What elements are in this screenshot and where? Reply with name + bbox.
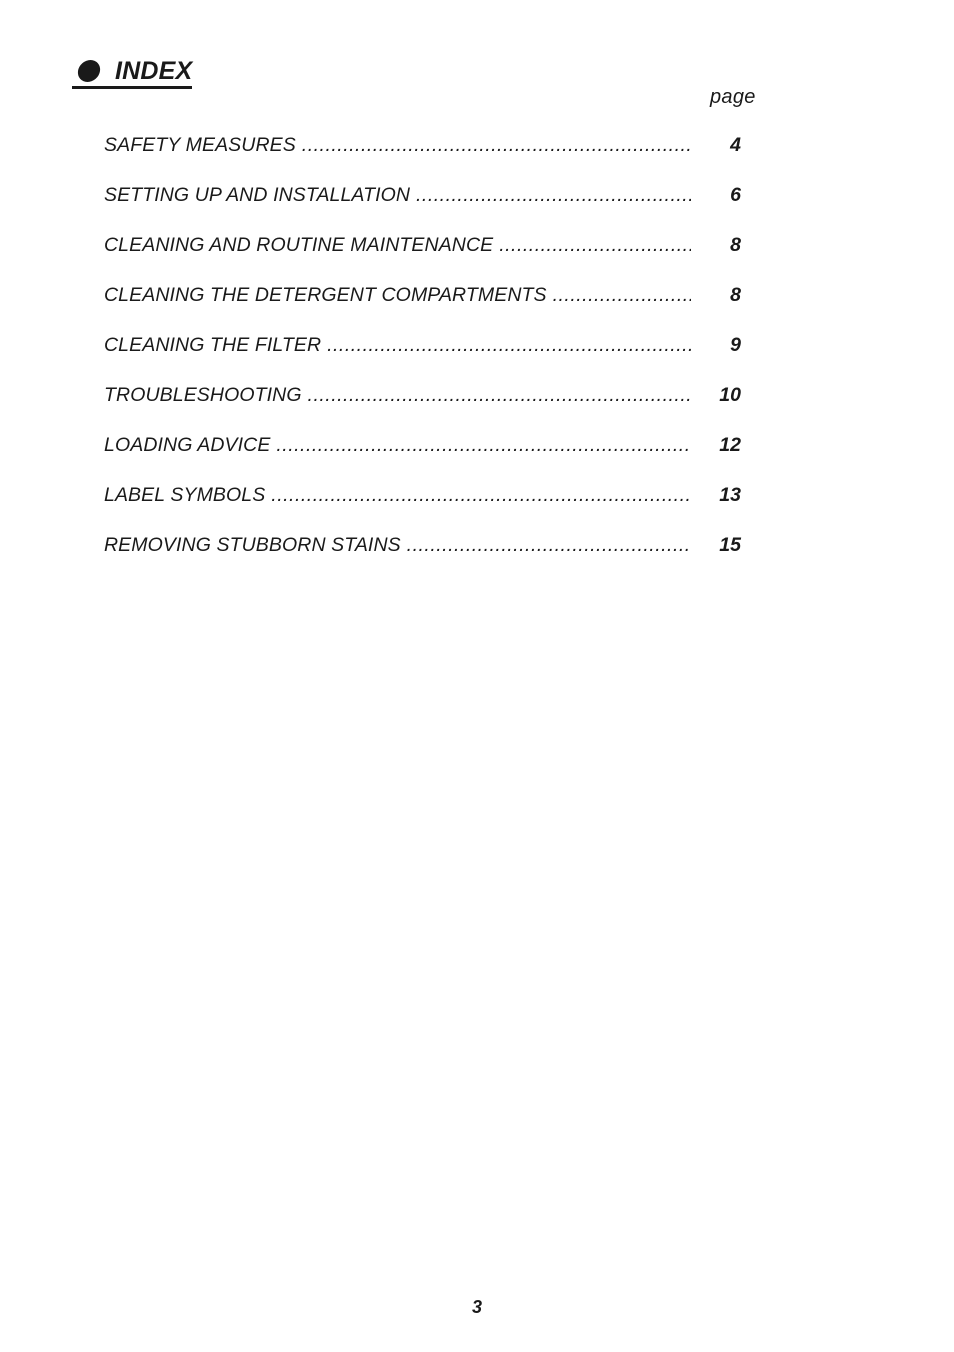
toc-entry-title: LABEL SYMBOLS ..... — [104, 484, 691, 507]
toc-entry-troubleshooting — [104, 384, 744, 434]
index-heading — [72, 56, 192, 89]
toc-entry-title: SETTING UP AND INSTALLATION ..... — [104, 184, 691, 207]
toc-entry-safety-measures — [104, 134, 744, 184]
toc-entry-title: LOADING ADVICE ..... — [104, 434, 691, 457]
toc-entry-stubborn-stains — [104, 534, 744, 584]
toc-entry-setting-up — [104, 184, 744, 234]
toc-entry-title: TROUBLESHOOTING ..... — [104, 384, 691, 407]
toc-entry-title: CLEANING THE FILTER ..... — [104, 334, 691, 357]
toc-entry-loading-advice — [104, 434, 744, 484]
toc-entry-cleaning-maintenance — [104, 234, 744, 284]
index-title: INDEX — [115, 57, 193, 85]
toc-entry-page: 15 — [719, 534, 741, 556]
toc-entry-title: SAFETY MEASURES ..... — [104, 134, 691, 157]
toc-entry-title: CLEANING AND ROUTINE MAINTENANCE ..... — [104, 234, 691, 257]
toc-entry-detergent-compartments — [104, 284, 744, 334]
page-number: 3 — [471, 1297, 482, 1317]
toc-entry-label-symbols — [104, 484, 744, 534]
toc-entry-page: 8 — [730, 234, 741, 256]
toc-entry-page: 4 — [730, 134, 741, 156]
toc-entry-cleaning-filter — [104, 334, 744, 384]
bullet-icon — [76, 60, 101, 82]
toc-entry-page: 6 — [730, 184, 741, 206]
toc-entry-page: 12 — [719, 434, 741, 456]
toc-entry-page: 13 — [719, 484, 741, 506]
toc-entry-title: REMOVING STUBBORN STAINS ..... — [104, 534, 691, 557]
toc-entry-page: 8 — [730, 284, 741, 306]
toc-entry-page: 9 — [730, 334, 741, 356]
page-column-label: page — [710, 86, 756, 108]
toc-entry-title: CLEANING THE DETERGENT COMPARTMENTS ..... — [104, 284, 691, 307]
table-of-contents — [104, 134, 744, 584]
toc-entry-page: 10 — [719, 384, 741, 406]
